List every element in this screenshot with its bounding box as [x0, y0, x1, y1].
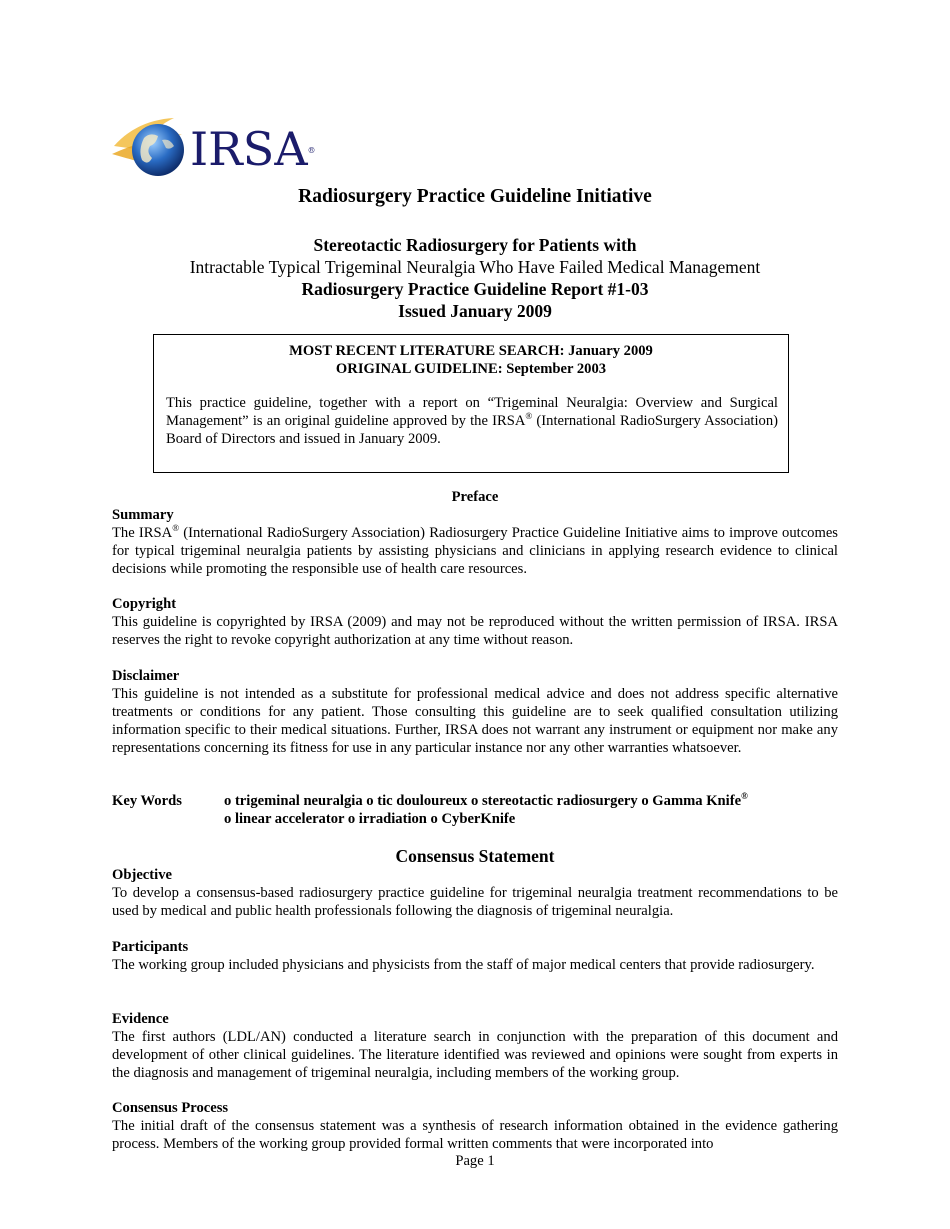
summary-text [112, 524, 838, 578]
literature-search: MOST RECENT LITERATURE SEARCH: January 2009 [289, 343, 653, 359]
box-text-b: (International RadioSurgery Association) Board of Directors and issued in January 2009. [166, 413, 778, 447]
logo-text: IRSA [190, 122, 308, 176]
preface-heading: Preface [451, 489, 499, 505]
initiative-title: Radiosurgery Practice Guideline Initiative [298, 186, 652, 207]
issued-date: Issued January 2009 [398, 301, 552, 321]
copyright-text: This guideline is copyrighted by IRSA (2009) and may not be reproduced without the written permission of IRSA. IRSA reserves the right to revoke copyright authorization at any time without reason. [112, 614, 838, 648]
summary-text-b: (International RadioSurgery Association) Radiosurgery Practice Guideline Initiative aims to improve outcomes for typical trigeminal neuralgia patients by assisting physicians and clinicians in applying research evidence to clinical decisions while promoting the responsible use of health care resources. [112, 525, 838, 577]
box-text-a: This practice guideline, together with a report on “Trigeminal Neuralgia: Overview and Surgical Management” is an original guideline approved by the IRSA [166, 395, 778, 429]
registered-mark: ® [172, 523, 180, 534]
keywords-line2: o linear accelerator o irradiation o CyberKnife [224, 811, 516, 827]
process-text: The initial draft of the consensus statement was a synthesis of research information obtained in the evidence gathering process. Members of the working group provided formal written comments that were incorporated into [112, 1118, 838, 1152]
literature-box [153, 334, 789, 473]
original-guideline: ORIGINAL GUIDELINE: September 2003 [335, 361, 607, 377]
consensus-heading: Consensus Statement [395, 846, 555, 866]
disclaimer-text: This guideline is not intended as a substitute for professional medical advice and does not address specific alternative treatments or conditions for any patient. Those consulting this guideline are to seek qualified consultation utilizing information specific to their medical situations. Further, IRSA does not warrant any instrument or equipment nor make any representations concerning its fitness for use in any particular instance nor any other warranties whatsoever. [112, 686, 838, 756]
summary-text-a: The IRSA [112, 525, 173, 541]
disclaimer-title: Disclaimer [112, 668, 180, 684]
evidence-text: The first authors (LDL/AN) conducted a literature search in conjunction with the preparation of this document and development of other clinical guidelines. The literature identified was reviewed and opinions were sought from experts in the diagnosis and management of trigeminal neuralgia, including members of the working group. [112, 1029, 838, 1081]
registered-mark: ® [525, 411, 533, 422]
title-line1: Stereotactic Radiosurgery for Patients with [313, 235, 637, 255]
globe-icon [112, 110, 192, 185]
logo-registered-mark: ® [307, 146, 316, 155]
report-number: Radiosurgery Practice Guideline Report #1-03 [301, 279, 649, 299]
objective-title: Objective [112, 867, 172, 883]
evidence-title: Evidence [112, 1011, 169, 1027]
copyright-title: Copyright [112, 596, 177, 612]
process-title: Consensus Process [112, 1100, 229, 1116]
participants-title: Participants [112, 939, 189, 955]
title-line2: Intractable Typical Trigeminal Neuralgia Who Have Failed Medical Management [189, 257, 761, 277]
keywords-label: Key Words [112, 793, 182, 809]
box-paragraph [166, 394, 778, 448]
registered-mark: ® [741, 791, 748, 802]
participants-text: The working group included physicians and physicists from the staff of major medical centers that provide radiosurgery. [112, 957, 815, 973]
irsa-logo [112, 110, 327, 185]
page-number: Page 1 [455, 1153, 495, 1169]
keywords-line1-text: o trigeminal neuralgia o tic douloureux o stereotactic radiosurgery o Gamma Knife [224, 793, 742, 809]
summary-title: Summary [112, 507, 174, 523]
keywords-line1 [224, 792, 748, 810]
objective-text: To develop a consensus-based radiosurgery practice guideline for trigeminal neuralgia treatment recommendations to be used by medical and public health professionals following the diagnosis of trigeminal neuralgia. [112, 885, 838, 919]
